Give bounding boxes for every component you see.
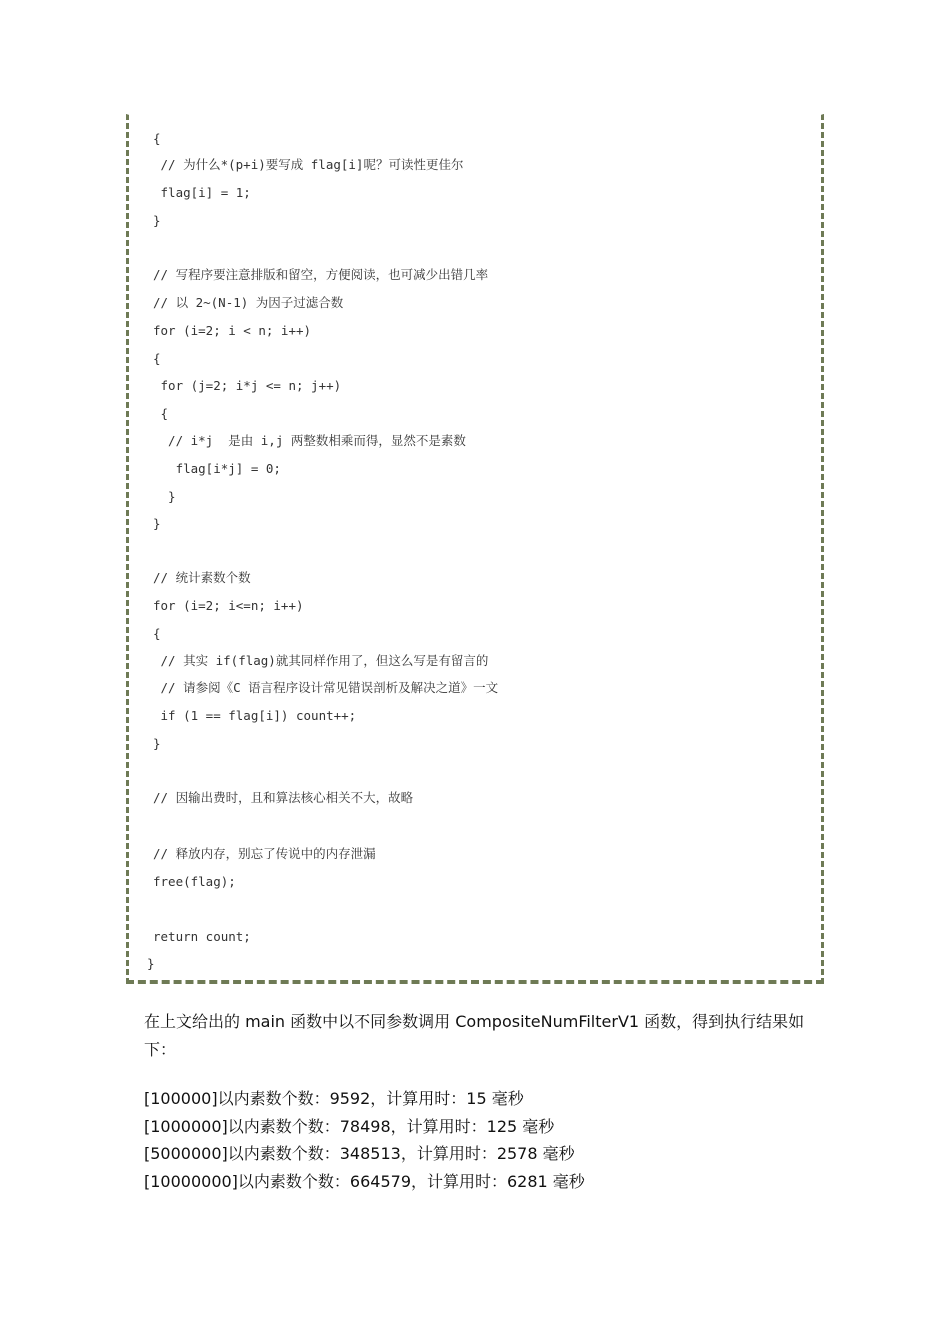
code-line: { [153,406,169,421]
code-line: { [153,131,161,146]
code-line: // 统计素数个数 [153,570,251,585]
result-line: [1000000]以内素数个数：78498，计算用时：125 毫秒 [144,1117,555,1136]
result-line: [5000000]以内素数个数：348513，计算用时：2578 毫秒 [144,1144,575,1163]
code-line: } [153,516,161,531]
code-line: // 写程序要注意排版和留空，方便阅读，也可减少出错几率 [153,267,489,282]
code-line: free(flag); [153,874,236,889]
code-block [126,114,824,984]
code-line: // 因输出费时，且和算法核心相关不大，故略 [153,790,414,805]
code-line: } [147,956,155,971]
code-line: // 其实 if(flag)就其同样作用了，但这么写是有留言的 [153,653,489,668]
code-line: return count; [153,929,251,944]
code-line: } [153,736,161,751]
code-line: } [153,489,176,504]
description-paragraph: 在上文给出的 main 函数中以不同参数调用 CompositeNumFilterV1 函数，得到执行结果如下： [144,1012,805,1059]
code-line: // i*j 是由 i,j 两整数相乘而得，显然不是素数 [153,433,466,448]
code-line: flag[i] = 1; [153,185,251,200]
code-line: } [153,213,161,228]
code-line: { [153,351,161,366]
code-line: flag[i*j] = 0; [153,461,281,476]
code-line: // 为什么*(p+i)要写成 flag[i]呢？可读性更佳尔 [153,157,464,172]
code-line: { [153,626,161,641]
result-line: [10000000]以内素数个数：664579，计算用时：6281 毫秒 [144,1172,585,1191]
result-line: [100000]以内素数个数：9592，计算用时：15 毫秒 [144,1089,524,1108]
code-line: if (1 == flag[i]) count++; [153,708,357,723]
code-line: for (j=2; i*j <= n; j++) [153,378,342,393]
code-line: for (i=2; i<=n; i++) [153,598,304,613]
code-line: // 请参阅《C 语言程序设计常见错误剖析及解决之道》一文 [153,680,499,695]
code-line: for (i=2; i < n; i++) [153,323,312,338]
code-line: // 释放内存，别忘了传说中的内存泄漏 [153,846,376,861]
code-line: // 以 2~(N-1) 为因子过滤合数 [153,295,344,310]
